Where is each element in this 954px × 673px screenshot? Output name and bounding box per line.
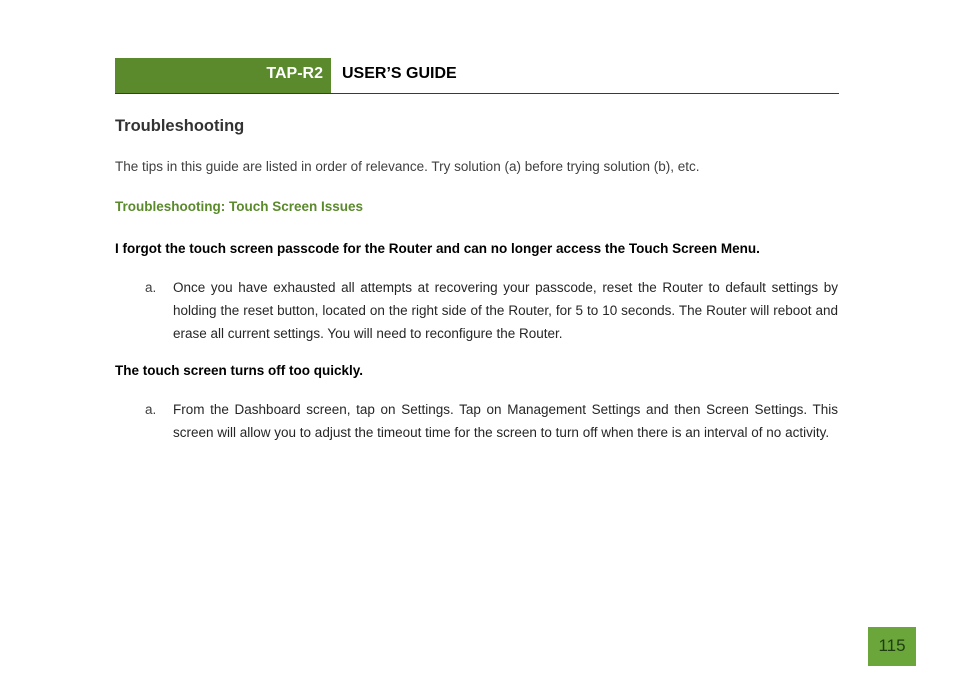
issue-title-passcode: I forgot the touch screen passcode for the Router and can no longer access the Touch Screen Menu. xyxy=(115,241,760,256)
solution-item-timeout-a xyxy=(145,398,838,444)
list-marker: a. xyxy=(145,402,157,417)
solution-text: Once you have exhausted all attempts at recovering your passcode, reset the Router to default settings by holding the reset button, located on the right side of the Router, for 5 to 10 seconds. The Router will reboot and erase all current settings. You will need to reconfigure the Router. xyxy=(173,280,838,341)
section-title: Troubleshooting xyxy=(115,117,245,135)
solution-text: From the Dashboard screen, tap on Settings. Tap on Management Settings and then Screen Settings. This screen will allow you to adjust the timeout time for the screen to turn off when there is an interval of no activity. xyxy=(173,402,838,440)
list-marker: a. xyxy=(145,280,157,295)
page-number-badge: 115 xyxy=(868,627,916,666)
solution-item-passcode-a xyxy=(145,276,838,345)
issue-title-screen-timeout: The touch screen turns off too quickly. xyxy=(115,363,364,378)
page-header xyxy=(115,58,839,94)
guide-title: USER’S GUIDE xyxy=(342,65,457,82)
product-badge xyxy=(115,58,331,93)
subsection-title: Troubleshooting: Touch Screen Issues xyxy=(115,199,364,214)
product-name: TAP-R2 xyxy=(266,65,323,82)
intro-paragraph: The tips in this guide are listed in order of relevance. Try solution (a) before trying solution (b), etc. xyxy=(115,159,700,174)
